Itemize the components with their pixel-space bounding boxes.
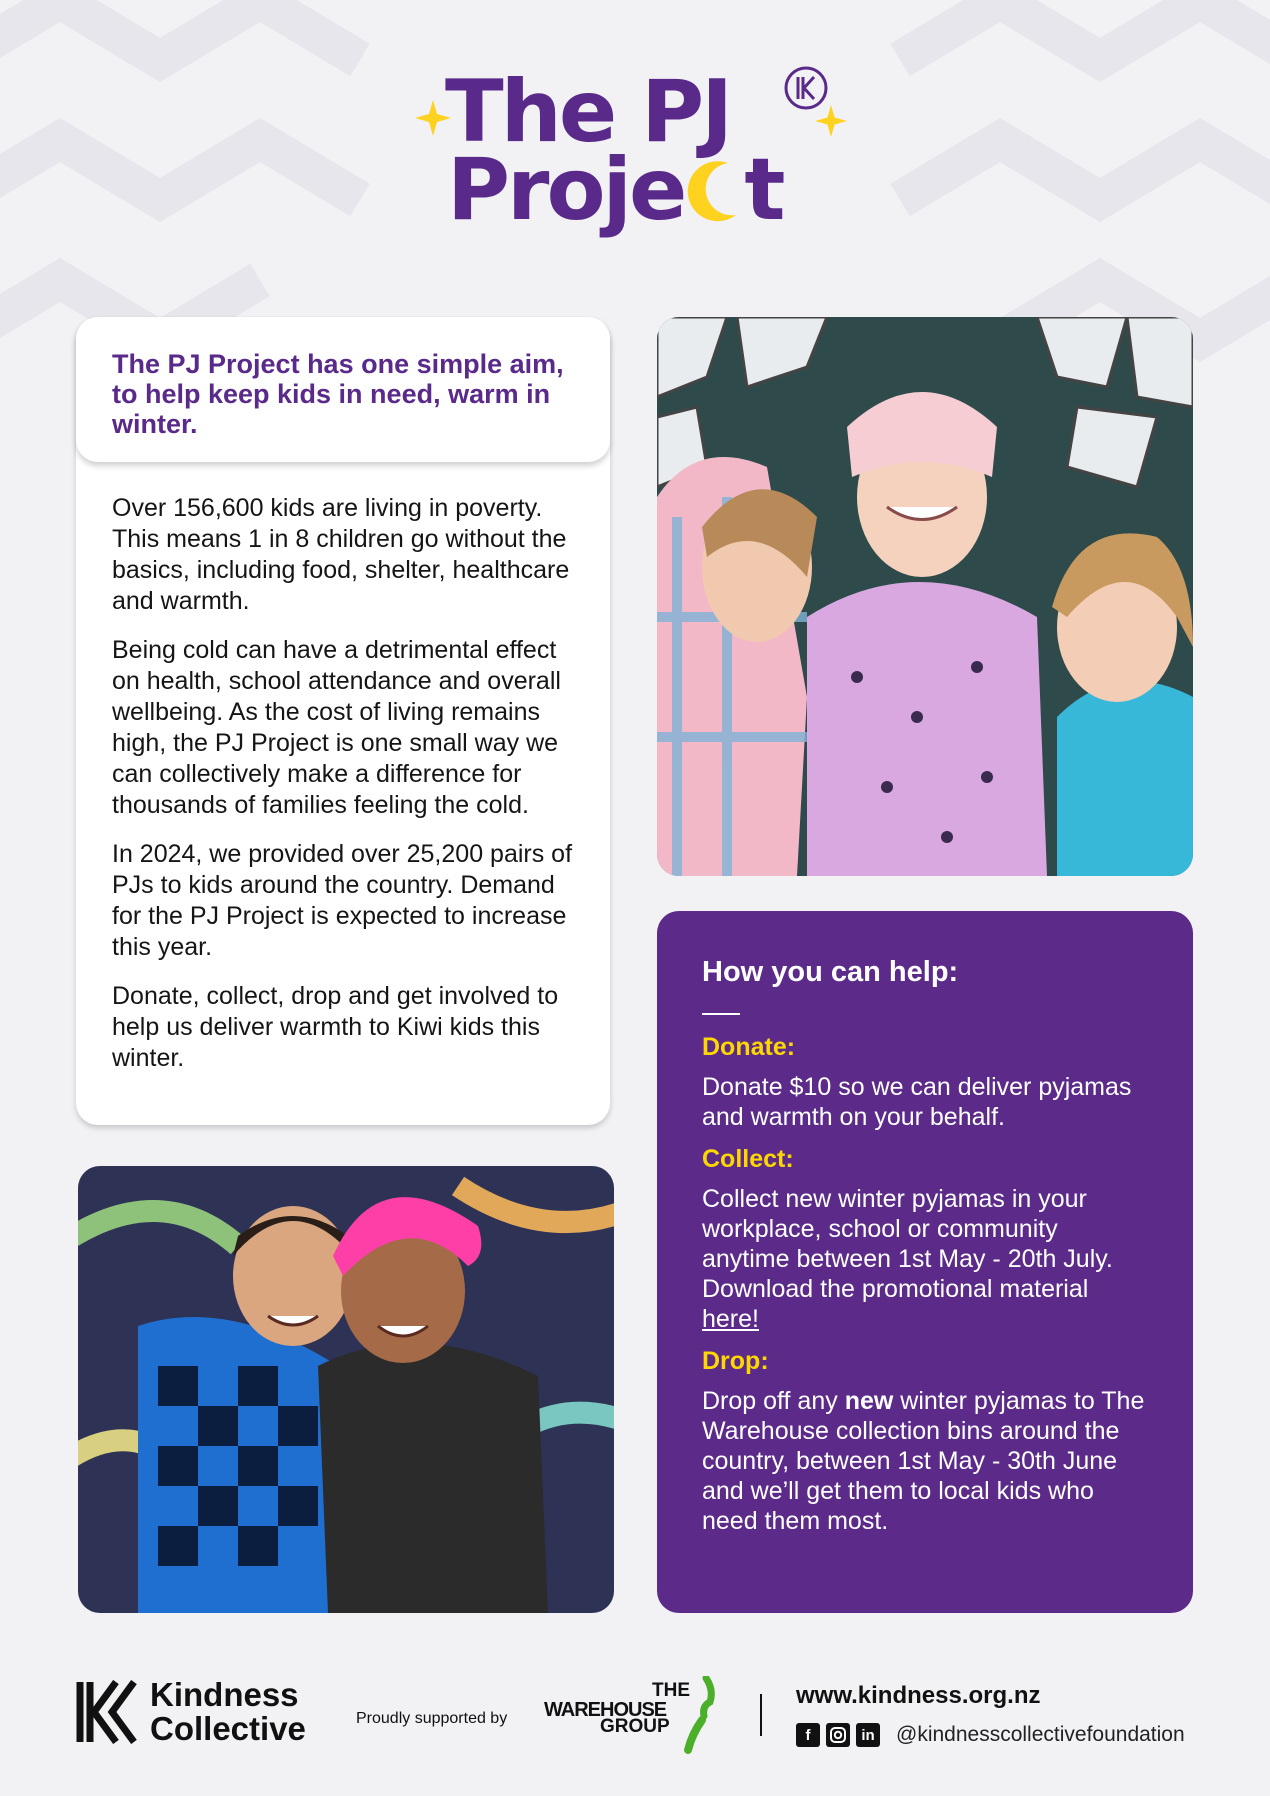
help-divider (702, 1013, 740, 1015)
collect-label: Collect: (702, 1145, 794, 1173)
intro-paragraph: Over 156,600 kids are living in poverty. This means 1 in 8 children go without the basics, including food, shelter, healthcare and warmth. (112, 494, 570, 615)
intro-paragraph: Donate, collect, drop and get involved to help us deliver warmth to Kiwi kids this winter. (112, 982, 559, 1072)
supported-by-text: Proudly supported by (356, 1710, 508, 1727)
intro-heading-box (76, 317, 610, 462)
warehouse-group-logo: THE WAREHOUSE GROUP (540, 1676, 740, 1756)
linkedin-icon[interactable]: in (856, 1723, 880, 1747)
collect-text: Collect new winter pyjamas in your workplace, school or community anytime between 1st May - 20th July. Download the promotional material here! (702, 1185, 1113, 1333)
social-links (796, 1720, 1185, 1750)
kc-mark-icon (76, 1680, 138, 1744)
photo-boys-hugging (78, 1166, 614, 1613)
facebook-icon[interactable]: f (796, 1723, 820, 1747)
website-link[interactable]: www.kindness.org.nz (796, 1682, 1041, 1709)
donate-text: Donate $10 so we can deliver pyjamas and warmth on your behalf. (702, 1073, 1132, 1131)
drop-text: Drop off any new winter pyjamas to The Warehouse collection bins around the country, between 1st May - 30th June and we’ll get them to local kids who need them most. (702, 1387, 1145, 1535)
help-title: How you can help: (702, 956, 959, 988)
photo-girls-in-pyjamas (657, 317, 1193, 876)
footer (0, 1660, 1270, 1760)
kindness-collective-logo (76, 1678, 336, 1748)
donate-label: Donate: (702, 1033, 796, 1061)
how-you-can-help-card (657, 911, 1193, 1613)
download-here-link[interactable]: here! (702, 1305, 759, 1333)
nz-map-icon (680, 1676, 720, 1756)
pj-project-logo (405, 60, 875, 250)
logo-line-2: Proje t (447, 140, 783, 240)
intro-paragraph: In 2024, we provided over 25,200 pairs of PJs to kids around the country. Demand for the PJ Project is expected to increase this year. (112, 840, 573, 961)
instagram-icon[interactable] (826, 1723, 850, 1747)
sparkle-icon (815, 105, 847, 137)
intro-body (112, 493, 582, 1092)
intro-paragraph: Being cold can have a detrimental effect on health, school attendance and overall wellbeing. As the cost of living remains high, the PJ Project is one small way we can collectively make a difference for thousands of families feeling the cold. (112, 636, 561, 819)
intro-heading: The PJ Project has one simple aim, to help keep kids in need, warm in winter. (112, 349, 564, 439)
logo-line-1: The PJ (445, 62, 731, 162)
kc-wordmark: Kindness Collective (150, 1676, 306, 1747)
moon-icon (684, 155, 744, 225)
drop-label: Drop: (702, 1347, 769, 1375)
social-handle: @kindnesscollectivefoundation (896, 1723, 1185, 1746)
intro-card (76, 317, 610, 1125)
footer-divider (760, 1694, 762, 1736)
